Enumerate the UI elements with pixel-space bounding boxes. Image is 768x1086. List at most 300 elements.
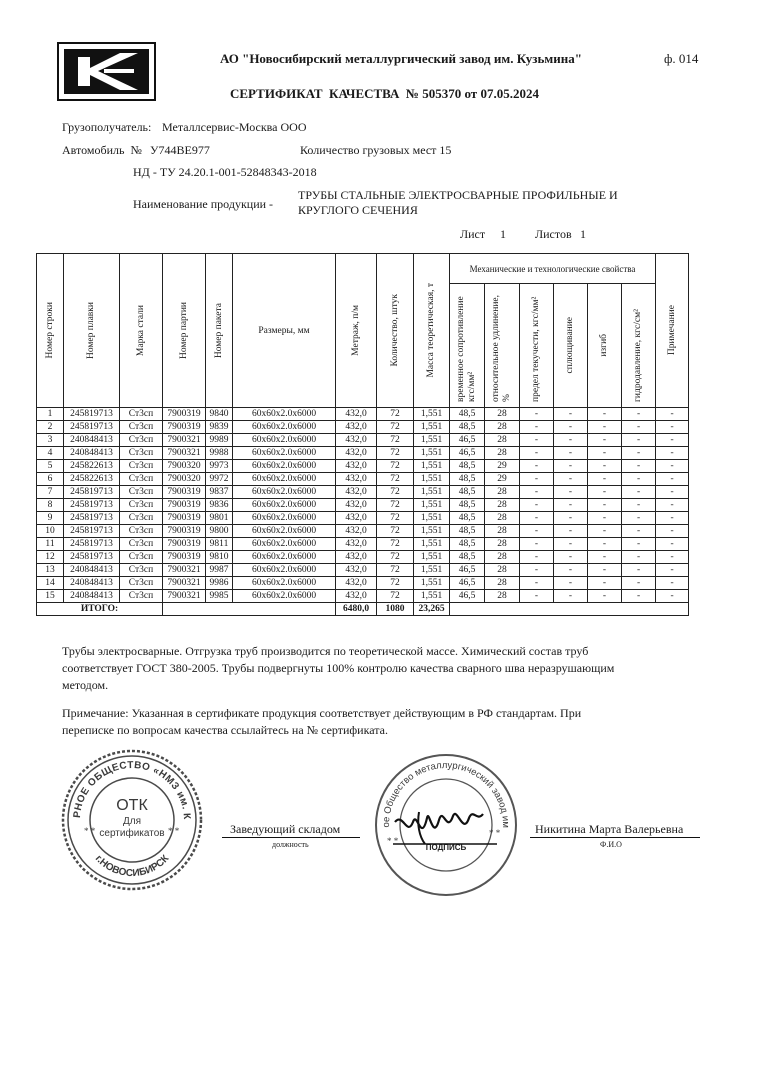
cell-quantity: 72: [377, 421, 414, 434]
cell-quantity: 72: [377, 538, 414, 551]
cell-package-number: 9810: [206, 551, 233, 564]
cell-mass: 1,551: [414, 473, 450, 486]
header-size: Размеры, мм: [233, 254, 336, 408]
cell-package-number: 9988: [206, 447, 233, 460]
cell-steel-grade: Ст3сп: [120, 564, 163, 577]
cell-tensile: 48,5: [450, 499, 485, 512]
cell-size: 60х60х2.0х6000: [233, 499, 336, 512]
cell-row-num: 10: [37, 525, 64, 538]
table-row: [37, 564, 689, 577]
cell-heat-number: 245819713: [64, 551, 120, 564]
cell-quantity: 72: [377, 434, 414, 447]
cell-mass: 1,551: [414, 421, 450, 434]
cell-mass: 1,551: [414, 551, 450, 564]
cell-tensile: 48,5: [450, 538, 485, 551]
cell-elongation: 28: [485, 551, 520, 564]
cell-size: 60х60х2.0х6000: [233, 538, 336, 551]
table-row: [37, 538, 689, 551]
cell-steel-grade: Ст3сп: [120, 590, 163, 603]
table-row: [37, 460, 689, 473]
cell-row-num: 15: [37, 590, 64, 603]
cell-batch-number: 7900319: [163, 499, 206, 512]
cell-package-number: 9986: [206, 577, 233, 590]
cell-steel-grade: Ст3сп: [120, 538, 163, 551]
sheet-label: Лист: [460, 227, 486, 241]
cell-package-number: 9837: [206, 486, 233, 499]
header-hydro: гидродавление, кгс/см²: [622, 284, 656, 408]
cell-bending: -: [588, 447, 622, 460]
cell-mass: 1,551: [414, 408, 450, 421]
cell-heat-number: 240848413: [64, 447, 120, 460]
cell-package-number: 9840: [206, 408, 233, 421]
cell-length: 432,0: [336, 408, 377, 421]
cell-hydro: -: [622, 447, 656, 460]
table-row: [37, 473, 689, 486]
cell-mass: 1,551: [414, 447, 450, 460]
cell-hydro: -: [622, 564, 656, 577]
cell-row-num: 13: [37, 564, 64, 577]
cell-size: 60х60х2.0х6000: [233, 525, 336, 538]
cell-row-num: 14: [37, 577, 64, 590]
consignee-value: Металлсервис-Москва ООО: [162, 120, 307, 134]
cell-yield: -: [520, 499, 554, 512]
cell-note: -: [656, 512, 689, 525]
cell-tensile: 46,5: [450, 577, 485, 590]
form-number: ф. 014: [664, 51, 699, 66]
cell-elongation: 28: [485, 486, 520, 499]
cell-batch-number: 7900320: [163, 460, 206, 473]
cell-size: 60х60х2.0х6000: [233, 512, 336, 525]
cell-tensile: 48,5: [450, 408, 485, 421]
cell-quantity: 72: [377, 512, 414, 525]
cell-note: -: [656, 408, 689, 421]
cell-elongation: 28: [485, 564, 520, 577]
cell-quantity: 72: [377, 564, 414, 577]
cell-batch-number: 7900319: [163, 408, 206, 421]
signer-name: Никитина Марта Валерьевна: [535, 822, 684, 836]
cell-size: 60х60х2.0х6000: [233, 590, 336, 603]
cell-quantity: 72: [377, 590, 414, 603]
product-name-line2: КРУГЛОГО СЕЧЕНИЯ: [298, 203, 418, 217]
cell-heat-number: 245819713: [64, 538, 120, 551]
cell-tensile: 48,5: [450, 421, 485, 434]
company-stamp-ring-top: ое Общество металлургический завод им: [380, 759, 512, 828]
cell-size: 60х60х2.0х6000: [233, 421, 336, 434]
cell-package-number: 9800: [206, 525, 233, 538]
name-caption: Ф.И.О: [600, 840, 622, 849]
totals-label: ИТОГО:: [37, 603, 163, 616]
cell-yield: -: [520, 486, 554, 499]
consignee-label: Грузополучатель:: [62, 120, 152, 134]
cell-batch-number: 7900319: [163, 421, 206, 434]
cell-note: -: [656, 538, 689, 551]
cell-batch-number: 7900319: [163, 486, 206, 499]
cell-yield: -: [520, 460, 554, 473]
cell-mass: 1,551: [414, 577, 450, 590]
cell-batch-number: 7900319: [163, 512, 206, 525]
cell-elongation: 28: [485, 512, 520, 525]
cell-size: 60х60х2.0х6000: [233, 486, 336, 499]
cell-row-num: 7: [37, 486, 64, 499]
cell-yield: -: [520, 421, 554, 434]
cell-hydro: -: [622, 486, 656, 499]
cell-bending: -: [588, 499, 622, 512]
cell-size: 60х60х2.0х6000: [233, 551, 336, 564]
cell-row-num: 11: [37, 538, 64, 551]
cell-note: -: [656, 551, 689, 564]
cell-note: -: [656, 473, 689, 486]
table-row: [37, 525, 689, 538]
cell-length: 432,0: [336, 590, 377, 603]
cell-steel-grade: Ст3сп: [120, 486, 163, 499]
cell-row-num: 8: [37, 499, 64, 512]
cell-steel-grade: Ст3сп: [120, 551, 163, 564]
cell-length: 432,0: [336, 486, 377, 499]
quality-table: [36, 253, 689, 616]
cell-yield: -: [520, 512, 554, 525]
cell-note: -: [656, 421, 689, 434]
cell-hydro: -: [622, 460, 656, 473]
cell-heat-number: 245819713: [64, 408, 120, 421]
name-line: [530, 837, 700, 838]
cell-batch-number: 7900320: [163, 473, 206, 486]
note-text-1: Трубы электросварные. Отгрузка труб производится по теоретической массе. Химический состав труб соответствует ГОСТ 380-2005. Трубы подвергнуты 100% контролю качества сварного шва неразрушающим методом.: [62, 644, 615, 692]
cell-heat-number: 245819713: [64, 512, 120, 525]
cell-package-number: 9987: [206, 564, 233, 577]
cell-flattening: -: [554, 525, 588, 538]
cell-flattening: -: [554, 551, 588, 564]
cell-mass: 1,551: [414, 525, 450, 538]
table-row: [37, 590, 689, 603]
header-yield: предел текучести, кгс/мм²: [520, 284, 554, 408]
note-text-2: Примечание: Указанная в сертификате продукция соответствует действующим в РФ стандартам. При переписке по вопросам качества ссылайтесь на № сертификата.: [62, 706, 582, 737]
cell-length: 432,0: [336, 577, 377, 590]
cell-note: -: [656, 486, 689, 499]
product-name-line1: ТРУБЫ СТАЛЬНЫЕ ЭЛЕКТРОСВАРНЫЕ ПРОФИЛЬНЫЕ И: [298, 188, 618, 202]
cell-bending: -: [588, 551, 622, 564]
header-batch: Номер партии: [163, 254, 206, 408]
svg-text:* *: * *: [489, 828, 501, 838]
header-mech-group: Механические и технологические свойства: [450, 254, 656, 284]
cell-steel-grade: Ст3сп: [120, 473, 163, 486]
otk-stamp-ring-top: РНОЕ ОБЩЕСТВО «НМЗ им. К: [71, 759, 193, 821]
cell-batch-number: 7900319: [163, 538, 206, 551]
cell-length: 432,0: [336, 434, 377, 447]
table-row: [37, 551, 689, 564]
cell-package-number: 9973: [206, 460, 233, 473]
cell-tensile: 46,5: [450, 564, 485, 577]
position-caption: должность: [272, 840, 309, 849]
company-name: АО "Новосибирский металлургический завод им. Кузьмина": [220, 51, 582, 66]
cell-bending: -: [588, 564, 622, 577]
cell-heat-number: 240848413: [64, 590, 120, 603]
cell-heat-number: 245819713: [64, 421, 120, 434]
cell-tensile: 48,5: [450, 473, 485, 486]
table-row: [37, 499, 689, 512]
cell-note: -: [656, 577, 689, 590]
certificate-title: СЕРТИФИКАТ КАЧЕСТВА № 505370 от 07.05.2024: [230, 86, 539, 101]
cell-flattening: -: [554, 447, 588, 460]
cell-note: -: [656, 564, 689, 577]
cell-flattening: -: [554, 486, 588, 499]
cell-yield: -: [520, 577, 554, 590]
cell-flattening: -: [554, 590, 588, 603]
cell-steel-grade: Ст3сп: [120, 434, 163, 447]
cell-batch-number: 7900321: [163, 564, 206, 577]
cell-heat-number: 240848413: [64, 434, 120, 447]
otk-stamp-line1: Для: [122, 816, 142, 827]
cell-flattening: -: [554, 421, 588, 434]
cell-steel-grade: Ст3сп: [120, 525, 163, 538]
svg-text:г.НОВОСИБИРСК: [93, 853, 172, 880]
cell-mass: 1,551: [414, 460, 450, 473]
cell-yield: -: [520, 473, 554, 486]
header-package: Номер пакета: [206, 254, 233, 408]
cell-hydro: -: [622, 499, 656, 512]
cell-flattening: -: [554, 408, 588, 421]
cell-size: 60х60х2.0х6000: [233, 447, 336, 460]
cell-mass: 1,551: [414, 590, 450, 603]
company-logo: [57, 42, 156, 101]
cell-steel-grade: Ст3сп: [120, 460, 163, 473]
cell-length: 432,0: [336, 512, 377, 525]
cell-flattening: -: [554, 434, 588, 447]
cell-yield: -: [520, 434, 554, 447]
cell-flattening: -: [554, 538, 588, 551]
cell-hydro: -: [622, 434, 656, 447]
totals-row: [37, 603, 689, 616]
cell-quantity: 72: [377, 486, 414, 499]
sheet-number: 1: [500, 227, 506, 241]
cell-batch-number: 7900321: [163, 447, 206, 460]
table-row: [37, 434, 689, 447]
cell-flattening: -: [554, 473, 588, 486]
cell-tensile: 48,5: [450, 525, 485, 538]
cell-hydro: -: [622, 551, 656, 564]
cell-note: -: [656, 525, 689, 538]
cell-yield: -: [520, 525, 554, 538]
cell-flattening: -: [554, 577, 588, 590]
cell-length: 432,0: [336, 460, 377, 473]
cell-steel-grade: Ст3сп: [120, 447, 163, 460]
cell-row-num: 5: [37, 460, 64, 473]
table-row: [37, 486, 689, 499]
totals-length: 6480,0: [336, 603, 377, 616]
cell-note: -: [656, 499, 689, 512]
cell-batch-number: 7900319: [163, 525, 206, 538]
cell-mass: 1,551: [414, 564, 450, 577]
cell-yield: -: [520, 447, 554, 460]
cell-note: -: [656, 434, 689, 447]
cell-length: 432,0: [336, 421, 377, 434]
sheets-count: 1: [580, 227, 586, 241]
cell-note: -: [656, 447, 689, 460]
cell-hydro: -: [622, 408, 656, 421]
header-tensile: временное сопротивление кгс/мм²: [450, 284, 485, 408]
cell-mass: 1,551: [414, 538, 450, 551]
cell-mass: 1,551: [414, 486, 450, 499]
product-label: Наименование продукции -: [133, 197, 274, 211]
table-body: [37, 408, 689, 603]
cell-steel-grade: Ст3сп: [120, 577, 163, 590]
cell-batch-number: 7900319: [163, 551, 206, 564]
cell-mass: 1,551: [414, 512, 450, 525]
cell-row-num: 6: [37, 473, 64, 486]
cell-tensile: 46,5: [450, 434, 485, 447]
cell-flattening: -: [554, 499, 588, 512]
totals-qty: 1080: [377, 603, 414, 616]
cell-quantity: 72: [377, 460, 414, 473]
cell-size: 60х60х2.0х6000: [233, 564, 336, 577]
cell-flattening: -: [554, 512, 588, 525]
vehicle-number: У744ВЕ977: [150, 143, 210, 157]
cell-elongation: 29: [485, 460, 520, 473]
cell-quantity: 72: [377, 525, 414, 538]
cell-elongation: 28: [485, 499, 520, 512]
cell-bending: -: [588, 577, 622, 590]
cell-yield: -: [520, 564, 554, 577]
cell-row-num: 9: [37, 512, 64, 525]
totals-mass: 23,265: [414, 603, 450, 616]
cell-quantity: 72: [377, 499, 414, 512]
cell-batch-number: 7900321: [163, 590, 206, 603]
cell-row-num: 12: [37, 551, 64, 564]
cell-bending: -: [588, 460, 622, 473]
company-stamp-center: ПОДПИСЬ: [425, 843, 467, 852]
header-grade: Марка стали: [120, 254, 163, 408]
svg-text:* *: * *: [84, 826, 96, 836]
cell-elongation: 28: [485, 421, 520, 434]
header-note: Примечание: [656, 254, 689, 408]
cell-size: 60х60х2.0х6000: [233, 434, 336, 447]
cell-package-number: 9972: [206, 473, 233, 486]
header-qty: Количество, штук: [377, 254, 414, 408]
cell-mass: 1,551: [414, 434, 450, 447]
cell-hydro: -: [622, 525, 656, 538]
cell-bending: -: [588, 434, 622, 447]
cell-bending: -: [588, 525, 622, 538]
signer-position: Заведующий складом: [230, 822, 341, 836]
cell-size: 60х60х2.0х6000: [233, 460, 336, 473]
cell-heat-number: 245819713: [64, 486, 120, 499]
cell-package-number: 9989: [206, 434, 233, 447]
cell-hydro: -: [622, 577, 656, 590]
cell-hydro: -: [622, 473, 656, 486]
cell-bending: -: [588, 421, 622, 434]
cell-flattening: -: [554, 460, 588, 473]
sheets-label: Листов: [535, 227, 572, 241]
cell-quantity: 72: [377, 408, 414, 421]
cell-note: -: [656, 460, 689, 473]
normative-doc: НД - ТУ 24.20.1-001-52848343-2018: [133, 165, 317, 179]
otk-stamp: [60, 748, 204, 892]
cell-heat-number: 245822613: [64, 460, 120, 473]
cell-tensile: 46,5: [450, 447, 485, 460]
header-flatten: сплющивание: [554, 284, 588, 408]
cell-row-num: 3: [37, 434, 64, 447]
table-row: [37, 447, 689, 460]
cell-elongation: 29: [485, 473, 520, 486]
cell-batch-number: 7900321: [163, 434, 206, 447]
otk-stamp-ring-bottom: г.НОВОСИБИРСК: [92, 853, 172, 880]
cell-heat-number: 240848413: [64, 564, 120, 577]
cell-note: -: [656, 590, 689, 603]
header-elongation: относительное удлинение, %: [485, 284, 520, 408]
cell-elongation: 28: [485, 590, 520, 603]
cell-quantity: 72: [377, 577, 414, 590]
cell-package-number: 9839: [206, 421, 233, 434]
cell-package-number: 9801: [206, 512, 233, 525]
cell-length: 432,0: [336, 447, 377, 460]
cell-elongation: 28: [485, 447, 520, 460]
cargo-places: Количество грузовых мест 15: [300, 143, 452, 157]
cell-heat-number: 245822613: [64, 473, 120, 486]
cell-size: 60х60х2.0х6000: [233, 577, 336, 590]
cell-row-num: 1: [37, 408, 64, 421]
cell-steel-grade: Ст3сп: [120, 499, 163, 512]
otk-stamp-line2: сертификатов: [99, 828, 165, 839]
cell-heat-number: 240848413: [64, 577, 120, 590]
cell-tensile: 48,5: [450, 551, 485, 564]
cell-length: 432,0: [336, 473, 377, 486]
cell-yield: -: [520, 538, 554, 551]
cell-package-number: 9985: [206, 590, 233, 603]
cell-yield: -: [520, 408, 554, 421]
cell-tensile: 48,5: [450, 486, 485, 499]
otk-stamp-center: ОТК: [116, 797, 148, 814]
cell-tensile: 48,5: [450, 460, 485, 473]
cell-elongation: 28: [485, 408, 520, 421]
header-heat: Номер плавки: [64, 254, 120, 408]
cell-bending: -: [588, 473, 622, 486]
cell-bending: -: [588, 538, 622, 551]
cell-elongation: 28: [485, 538, 520, 551]
cell-steel-grade: Ст3сп: [120, 421, 163, 434]
cell-quantity: 72: [377, 473, 414, 486]
cell-row-num: 4: [37, 447, 64, 460]
cell-heat-number: 245819713: [64, 499, 120, 512]
table-row: [37, 577, 689, 590]
cell-tensile: 46,5: [450, 590, 485, 603]
cell-elongation: 28: [485, 525, 520, 538]
cell-package-number: 9836: [206, 499, 233, 512]
cell-mass: 1,551: [414, 499, 450, 512]
company-stamp: [373, 752, 519, 898]
header-length: Метраж, п/м: [336, 254, 377, 408]
cell-size: 60х60х2.0х6000: [233, 473, 336, 486]
cell-heat-number: 245819713: [64, 525, 120, 538]
table-row: [37, 408, 689, 421]
cell-steel-grade: Ст3сп: [120, 408, 163, 421]
table-row: [37, 421, 689, 434]
vehicle-label: Автомобиль №: [62, 143, 142, 157]
cell-size: 60х60х2.0х6000: [233, 408, 336, 421]
cell-flattening: -: [554, 564, 588, 577]
svg-text:* *: * *: [168, 826, 180, 836]
cell-elongation: 28: [485, 434, 520, 447]
cell-length: 432,0: [336, 551, 377, 564]
header-bend: изгиб: [588, 284, 622, 408]
cell-bending: -: [588, 486, 622, 499]
cell-hydro: -: [622, 590, 656, 603]
cell-yield: -: [520, 551, 554, 564]
svg-text:* *: * *: [387, 836, 399, 846]
table-row: [37, 512, 689, 525]
cell-hydro: -: [622, 421, 656, 434]
cell-elongation: 28: [485, 577, 520, 590]
header-row-num: Номер строки: [37, 254, 64, 408]
cell-length: 432,0: [336, 538, 377, 551]
